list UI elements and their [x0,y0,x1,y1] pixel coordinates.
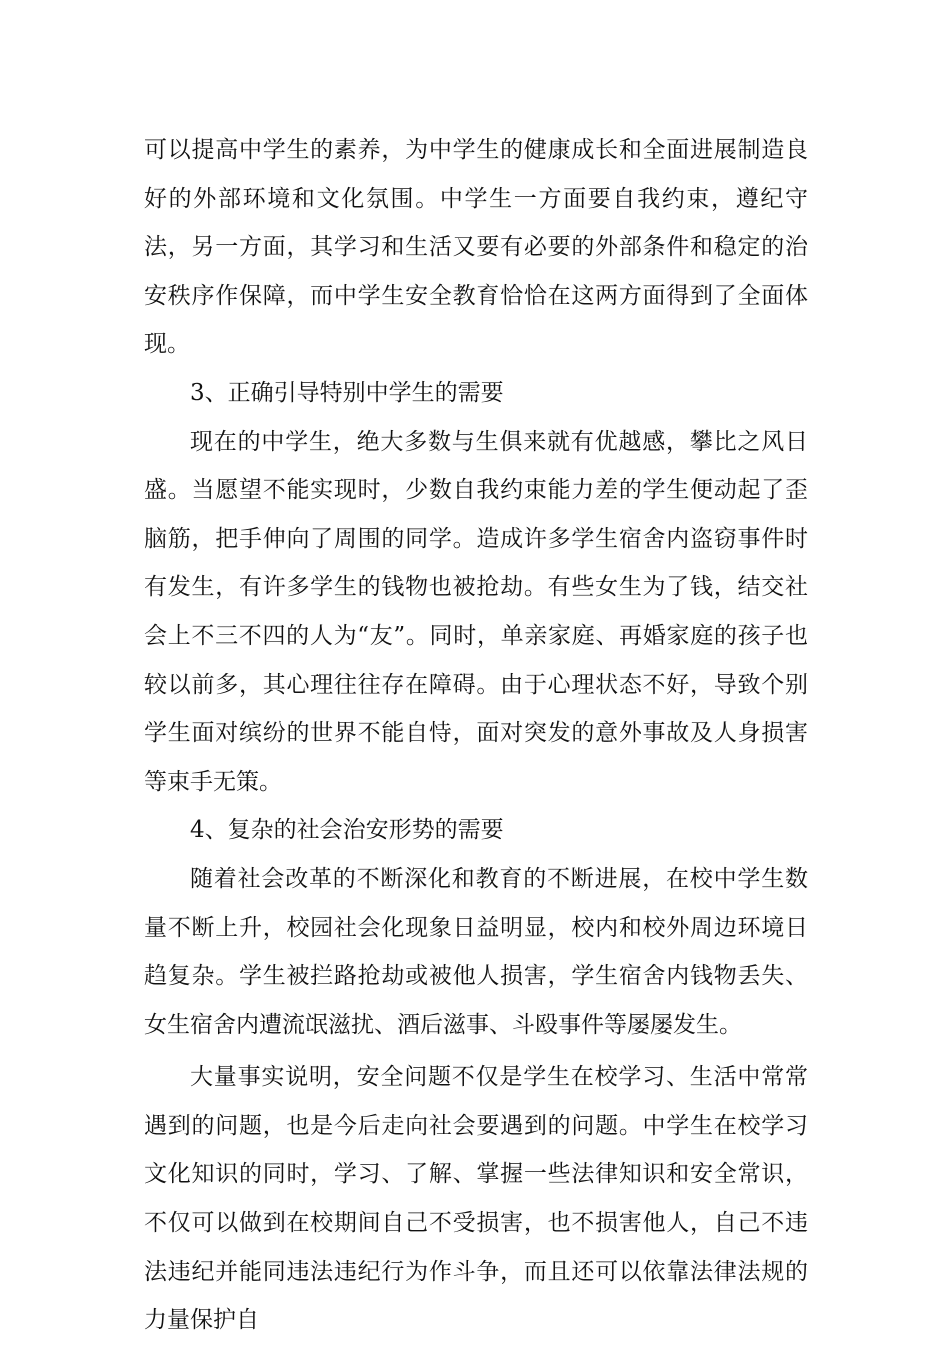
paragraph-continuation: 可以提高中学生的素养，为中学生的健康成长和全面进展制造良好的外部环境和文化氛围。中学生一方面要自我约束，遵纪守法，另一方面，其学习和生活又要有必要的外部条件和稳定的治安秩序作保障，而中学生安全教育恰恰在这两方面得到了全面体现。 [144,137,808,358]
paragraph-conclusion: 大量事实说明，安全问题不仅是学生在校学习、生活中常常遇到的问题，也是今后走向社会要遇到的问题。中学生在校学习文化知识的同时，学习、了解、掌握一些法律知识和安全常识，不仅可以做到在校期间自己不受损害，也不损害他人，自己不违法违纪并能同违法违纪行为作斗争，而且还可以依靠法律法规的力量保护自 [144,1064,808,1334]
section-heading-3: 3、正确引导特别中学生的需要 [190,379,504,406]
paragraph-section-3: 现在的中学生，绝大多数与生俱来就有优越感，攀比之风日盛。当愿望不能实现时，少数自我约束能力差的学生便动起了歪脑筋，把手伸向了周围的同学。造成许多学生宿舍内盗窃事件时有发生，有许多学生的钱物也被抢劫。有些女生为了钱，结交社会上不三不四的人为“友”。同时，单亲家庭、再婚家庭的孩子也较以前多，其心理往往存在障碍。由于心理状态不好，导致个别学生面对缤纷的世界不能自恃，面对突发的意外事故及人身损害等束手无策。 [144,428,808,795]
section-heading-4: 4、复杂的社会治安形势的需要 [190,817,504,844]
paragraph-section-4: 随着社会改革的不断深化和教育的不断进展，在校中学生数量不断上升，校园社会化现象日益明显，校内和校外周边环境日趋复杂。学生被拦路抢劫或被他人损害，学生宿舍内钱物丢失、女生宿舍内遭流氓滋扰、酒后滋事、斗殴事件等屡屡发生。 [144,865,808,1038]
document-body [144,126,808,1345]
